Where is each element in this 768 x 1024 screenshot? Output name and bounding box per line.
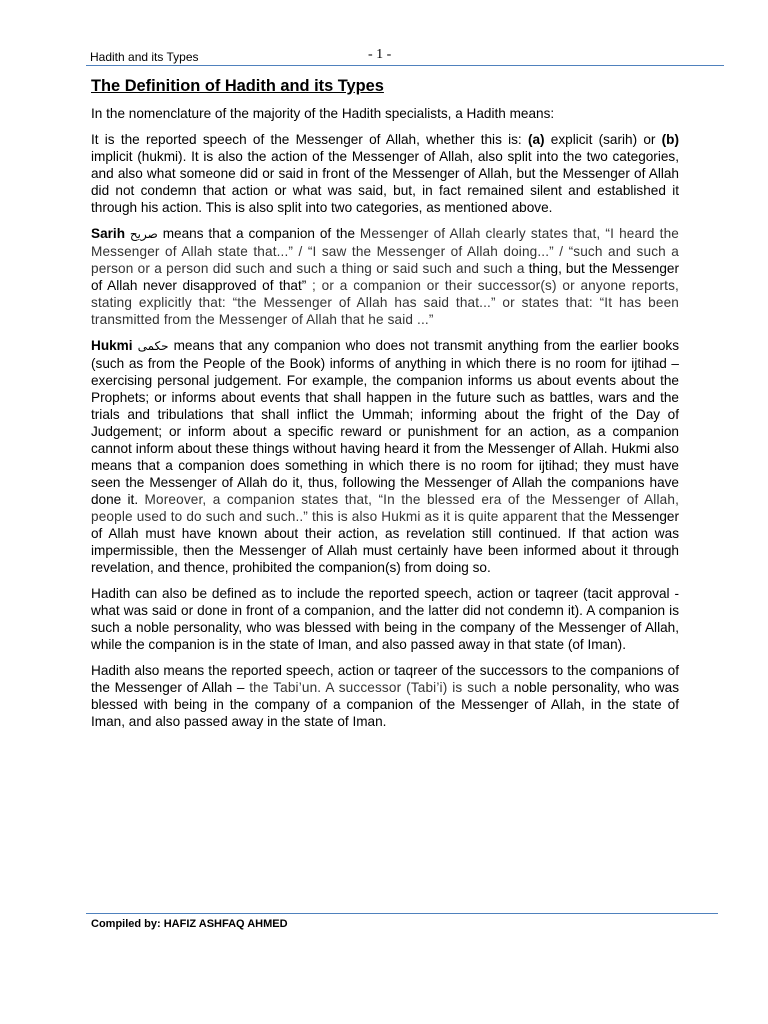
marker-a: (a)	[527, 132, 545, 147]
document-body	[91, 73, 679, 739]
p3-text-2: Moreover, a companion states that, “In the blessed era of the Messenger of Allah, people used to do such and such..” this is also Hukmi as it is quite apparent that the	[91, 492, 679, 524]
hukmi-paragraph	[91, 337, 679, 576]
p1-text-2: explicit (sarih) or	[544, 132, 662, 147]
p5-text-2: the Tabi’un. A successor (Tabi’i) is such a	[249, 680, 510, 695]
footer-divider	[86, 913, 718, 914]
sarih-paragraph	[91, 225, 679, 328]
p2-text-1: means that a companion of the	[157, 226, 360, 241]
p5-text-1: Hadith also means the reported speech, action or taqreer of the successors to the companions of the Messenger of Allah –	[91, 663, 679, 695]
p3-text-3: Messenger of Allah must have known about their action, as revelation still continued. If that action was impermissible, then the Messenger of Allah must certainly have been informed about it through revelation, and thence, prohibited the companion(s) from doing so.	[91, 509, 679, 575]
arabic-hukmi: حكمى	[137, 339, 169, 353]
p2-text-4: ; or a companion or their successor(s) or anyone reports, stating explicitly that: “the Messenger of Allah has said that...” or states that: “It has been transmitted from the Messenger of Allah that he said ...”	[91, 278, 679, 327]
p2-text-2: Messenger of Allah clearly states that, “I heard the Messenger of Allah state that...” / “I saw the Messenger of Allah doing...” / “such and such a person or a person did such and such a thing or said such and such a	[91, 226, 679, 276]
p2-text-3: thing, but the Messenger of Allah never disapproved of that”	[91, 261, 679, 293]
p1-text-3: implicit (hukmi). It is also the action of the Messenger of Allah, also split into the two categories, and also what someone did or said in front of the Messenger of Allah, but the Messenger of Allah did not condemn that action or what was said, but, in fact remained silent and established it through his action. This is also split into two categories, as mentioned above.	[91, 149, 679, 215]
footer-compiled-by: Compiled by: HAFIZ ASHFAQ AHMED	[91, 918, 288, 930]
p5-text-3: noble personality, who was blessed with being in the company of a companion of the Messenger of Allah, in the state of Iman, and also passed away in the state of Iman.	[91, 680, 679, 729]
header-divider	[86, 65, 724, 66]
p1-text-1: It is the reported speech of the Messenger of Allah, whether this is:	[91, 132, 528, 147]
arabic-sarih: صريح	[129, 227, 158, 241]
marker-b: (b)	[661, 132, 680, 147]
definition-paragraph	[91, 131, 679, 216]
intro-paragraph: In the nomenclature of the majority of the Hadith specialists, a Hadith means:	[91, 106, 555, 121]
page-number: - 1 -	[368, 47, 392, 62]
term-hukmi: Hukmi	[91, 338, 133, 353]
p3-text-1: means that any companion who does not transmit anything from the earlier books (such as from the People of the Book) informs of anything in which there is no room for ijtihad – exercising personal judgement. For example, the companion informs us about events about the Prophets; or informs about events that shall happen in the future such as battles, wars and the trials and tribulations that shall inflict the Ummah; informing about the fright of the Day of Judgement; or inform about a specific reward or punishment for an action, as a companion cannot inform about these things without having heard it from the Messenger of Allah. Hukmi also means that a companion does something in which there is no room for ijtihad; they must have seen the Messenger of Allah do it, thus, following the Messenger of Allah the companions have done it.	[91, 338, 679, 507]
taqreer-paragraph: Hadith can also be defined as to include the reported speech, action or taqreer (tacit approval - what was said or done in front of a companion, and the latter did not condemn it). A companion is such a noble personality, who was blessed with being in the company of the Messenger of Allah, while the companion is in the state of Iman, and also passed away in that state (of Iman).	[91, 586, 679, 652]
document-heading: The Definition of Hadith and its Types	[91, 77, 384, 95]
running-header: Hadith and its Types	[90, 50, 199, 64]
term-sarih: Sarih	[91, 226, 125, 241]
successors-paragraph	[91, 662, 679, 730]
